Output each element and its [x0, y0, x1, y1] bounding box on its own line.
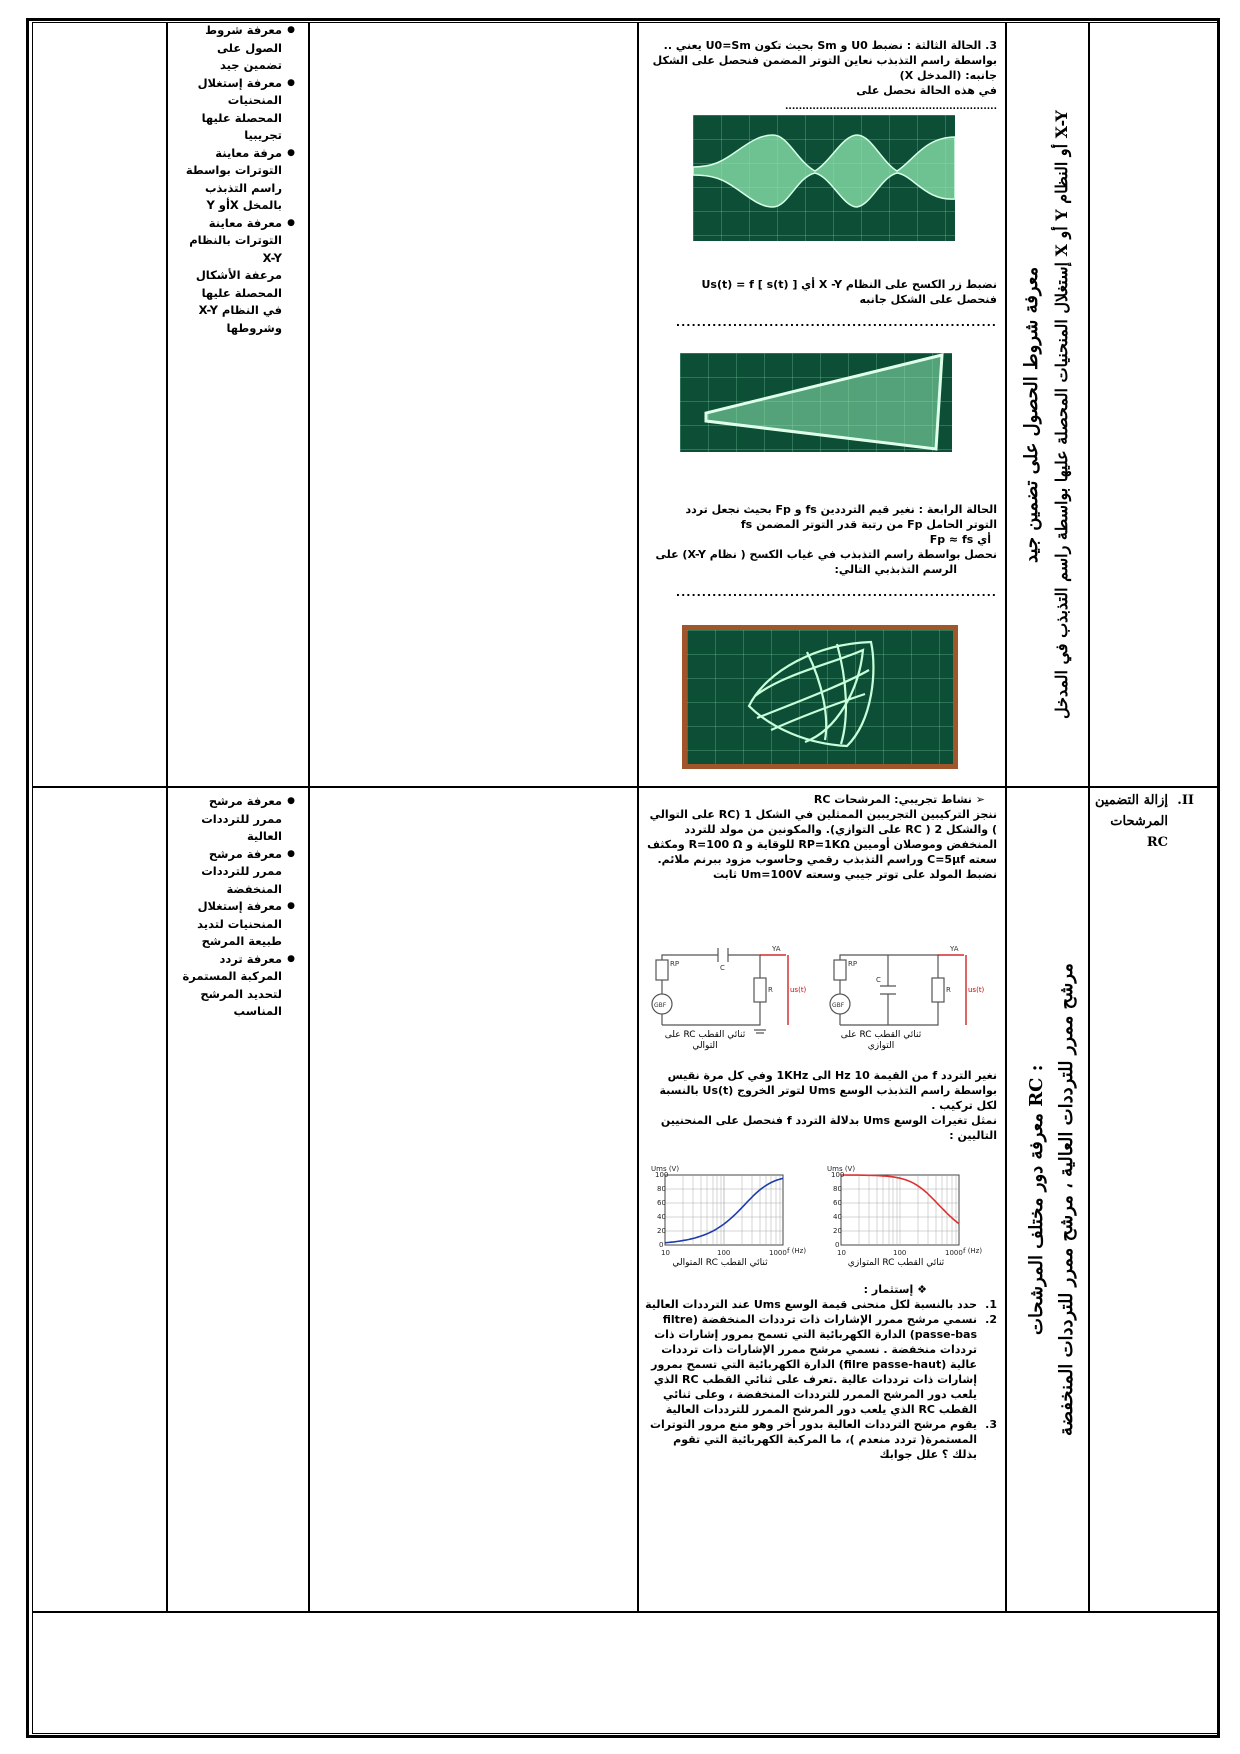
diamond-bullet-icon: ❖ [917, 1283, 927, 1296]
question-number: 3. [985, 1418, 997, 1431]
x-tick: 1000 [945, 1249, 963, 1257]
question-text: نسمي مرشح ممرر الإشارات ذات ترددات المنخفضة (filtre passe-bas) الدارة الكهربائية التي تسمح بمرور إشارات ذات ترددات منخفضة . نسمي مرشح ممرر الإشارات ذات ترددات عالية (filre passe-haut) الدارة الكهربائية التي تسمح بمرور إشارات ذات ترددات عالية .تعرف على ثنائي القطب RC الذي يلعب دور المرشح الممرر للترددات المنخفضة ، وعلى ثنائي القطب RC الذي يلعب دور المرشح الممرر للترددات العالية [651, 1313, 977, 1416]
rp-label: RP [848, 960, 858, 968]
activity-cell-row2 [645, 792, 997, 882]
r-resistor [754, 978, 766, 1002]
objectives-cell-row1 [180, 22, 298, 337]
x-tick: 100 [893, 1249, 907, 1257]
case4-line: التوتر الحامل Fp من رتبة قدر التوتر المضمن fs [740, 518, 997, 531]
row1-vertical-line1: معرفة شروط الحصول على تضمين جيد [1021, 266, 1042, 564]
ya-label: YA [772, 945, 781, 953]
y-tick: 100 [655, 1171, 669, 1179]
ya-label: YA [950, 945, 959, 953]
graph-ylabel: Ums (V) [827, 1165, 856, 1173]
case4-line: الحالة الرابعة : نغير قيم الترددين fs و Fp بحيث نجعل تردد [685, 503, 997, 516]
case4-line: نحصل بواسطة راسم التذبذب في غياب الكسح ( نظام X-Y) على [655, 548, 997, 561]
graph-series [651, 1165, 806, 1257]
row-divider [32, 786, 1218, 788]
case3-line [645, 83, 997, 115]
oscilloscope-am-image [693, 115, 955, 241]
question-item [645, 1417, 997, 1462]
row2-vertical-line1: معرفة دور مختلف المرشحات RC : [1026, 1064, 1047, 1336]
y-tick: 40 [833, 1213, 842, 1221]
row2-vertical-line2: مرشح ممرر للترددات العالية ، مرشح ممرر للترددات المنخفضة [1056, 963, 1077, 1437]
r-label: R [946, 986, 951, 994]
xy-line: فنحصل على الشكل جانبه [859, 293, 997, 306]
c-label: C [720, 964, 725, 972]
case4-line: أي Fp ≈ fs [929, 533, 991, 546]
row1-vertical-heading [1017, 60, 1077, 770]
objective-item: ● مرفة معاينة التوترات بواسطة راسم التذبذب بالمخل Xأو Y [180, 145, 282, 215]
row2-vertical-heading [1022, 800, 1082, 1600]
graph-xlabel: f (Hz) [787, 1247, 807, 1255]
rp-label: RP [670, 960, 680, 968]
objectives-cell-row2 [180, 793, 298, 1021]
gbf-label: GBF [832, 1002, 845, 1009]
x-tick: 1000 [769, 1249, 787, 1257]
question-number: 1. [985, 1298, 997, 1311]
dotted-answer: .............................................................. [675, 316, 997, 329]
dotted-answer: .............................................................. [675, 586, 997, 599]
column-divider [1005, 22, 1007, 1612]
column-divider [166, 22, 168, 1612]
xy-instruction [645, 277, 997, 330]
arrow-icon: ➢ [975, 793, 985, 806]
us-label: us(t) [790, 986, 807, 994]
objective-item: ● معرفة معاينة التوترات بالنظام X-Y [180, 215, 282, 268]
case3-line: جانبه: (المدخل X) [899, 69, 997, 82]
dotted-answer: .............................................................. [785, 102, 997, 112]
question-text: يقوم مرشح الترددات العالية بدور أخر وهو منع مرور التوترات المستمرة( تردد منعدم )، ما المركبة الكهربائية التي تقوم بذلك ؟ علل جوابك [649, 1418, 977, 1461]
objective-item: ● معرفة تردد المركبة المستمرة لتحديد المرشح المناسب [180, 951, 282, 1021]
graph-parallel [827, 1165, 982, 1257]
y-tick: 80 [657, 1185, 666, 1193]
activity-paragraph: نضبط المولد على توتر جيبي وسعته Um=100V ثابت [712, 868, 997, 881]
graph1-caption: ثنائي القطب RC المتوالي [672, 1258, 768, 1268]
question-item [645, 1312, 997, 1417]
y-tick: 20 [657, 1227, 666, 1235]
section-number: II. [1177, 793, 1194, 808]
exploit-heading [645, 1282, 997, 1297]
exploitation-section [645, 1282, 997, 1462]
us-label: us(t) [968, 986, 985, 994]
exploit-title: إستثمار : [863, 1283, 914, 1296]
question-text: حدد بالنسبة لكل منحنى قيمة الوسع Ums عند الترددات العالية [645, 1298, 977, 1311]
x-tick: 10 [837, 1249, 846, 1257]
r-resistor [932, 978, 944, 1002]
y-tick: 80 [833, 1185, 842, 1193]
objective-item: ● معرفة إستغلال المنحنيات المحصلة عليها تجريبيا [180, 75, 282, 145]
trapezoid-trace [706, 355, 942, 449]
section-title: إزالة التضمين المرشحات RC [1094, 793, 1168, 850]
oscilloscope-lissajous-image [687, 630, 953, 764]
case3-line: 3. الحالة الثالثة : نضبط U0 و Sm بحيث تكون U0=Sm يعني .. [663, 39, 997, 52]
activity-cell-row2-b [645, 1068, 997, 1143]
question-number: 2. [985, 1313, 997, 1326]
activity-title [645, 792, 997, 807]
y-tick: 40 [657, 1213, 666, 1221]
case4-line: الرسم التذبذبي التالي: [834, 563, 957, 576]
lissajous-trace [749, 642, 873, 746]
activity-paragraph: ننجز التركيبين التجريبين الممثلين في الشكل 1 (RC على التوالي ) والشكل 2 ( RC على التوازي). والمكونين من مولد للتردد المنخفض وموصلان أوميين RP=1KΩ للوقاية و R=100 Ω ومكثف سعته C=5µf وراسم التذبذب رقمي وحاسوب مزود ببرنم ملائم. [647, 808, 997, 866]
graph2-caption: ثنائي القطب RC المتوازي [847, 1258, 945, 1268]
activity-paragraph: نمثل تغيرات الوسع Ums بدلالة التردد f فنحصل على المنحنيين التاليين : [660, 1114, 997, 1142]
row-divider [32, 1611, 1218, 1613]
objective-item: ● معرفة شروط الصول على تضمين جيد [180, 22, 282, 75]
x-tick: 10 [661, 1249, 670, 1257]
xy-line: نضبط زر الكسح على النظام X -Y أي Us(t) = f [ s(t) ] [701, 278, 997, 291]
x-tick: 100 [717, 1249, 731, 1257]
graph-xlabel: f (Hz) [963, 1247, 983, 1255]
column-divider [1088, 22, 1090, 1612]
objective-plain: مرعفة الأشكال المحصلة عليها في النظام X-Y وشروطها [195, 268, 282, 335]
case3-text: في هذه الحالة نحصل على [856, 84, 997, 97]
rp-resistor [834, 960, 846, 980]
gbf-label: GBF [654, 1002, 667, 1009]
activity-title-text: نشاط تجريبي: المرشحات RC [813, 793, 972, 806]
y-tick: 100 [831, 1171, 845, 1179]
case3-line: بواسطة راسم التذبذب نعاين التوتر المضمن فنحصل على الشكل [652, 54, 997, 67]
graph-ylabel: Ums (V) [651, 1165, 680, 1173]
r-label: R [768, 986, 773, 994]
y-tick: 20 [833, 1227, 842, 1235]
objective-item: ● معرفة إستغلال المنحنيات لتديد طبيعة المرشح [180, 898, 282, 951]
circuit1-caption: ثنائي القطب RC على التوالي [664, 1030, 746, 1051]
column-divider [308, 22, 310, 1612]
y-tick: 60 [833, 1199, 842, 1207]
objective-item: ● معرفة مرشح ممرر للترددات المنخفضة [180, 846, 282, 899]
y-tick: 60 [657, 1199, 666, 1207]
y-tick: 0 [835, 1241, 840, 1249]
activity-paragraph: نغير التردد f من القيمة 10 Hz الى 1KHz وفي كل مرة نقيس بواسطة راسم التذبذب الوسع Ums لتوتر الخروج Us(t) بالنسبة لكل تركيب . [659, 1069, 997, 1112]
c-label: C [876, 976, 881, 984]
am-envelope-trace [693, 135, 955, 207]
section-heading [1094, 790, 1194, 853]
rp-resistor [656, 960, 668, 980]
oscilloscope-trapezoid-image [680, 353, 952, 452]
question-item [645, 1297, 997, 1312]
column-divider [637, 22, 639, 1612]
row1-vertical-line2: إستغلال المنحنيات المحصلة عليها بواسطة راسم التذبذب في المدخل X أو Y أو النظام X-Y [1052, 110, 1071, 720]
objective-item: ● معرفة مرشح ممرر للترددات العالية [180, 793, 282, 846]
y-tick: 0 [659, 1241, 664, 1249]
case4-text [645, 502, 997, 600]
circuit2-caption: ثنائي القطب RC على التوازي [840, 1030, 922, 1051]
